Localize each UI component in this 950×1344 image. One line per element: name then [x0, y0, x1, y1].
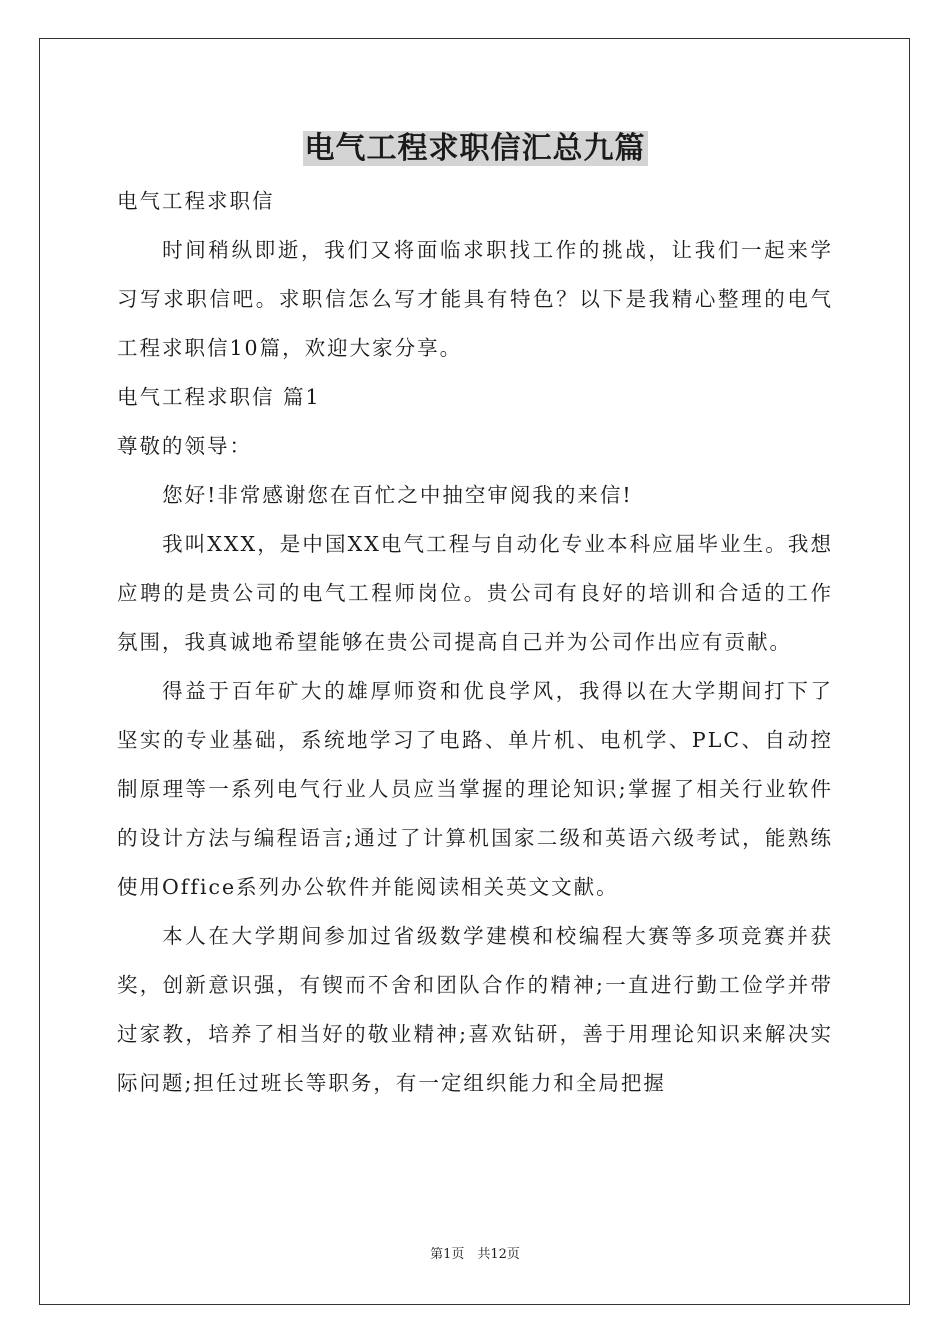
- document-body: [117, 177, 833, 1108]
- document-title-text: 电气工程求职信汇总九篇: [304, 131, 646, 166]
- intro-paragraph: 时间稍纵即逝，我们又将面临求职找工作的挑战，让我们一起来学习写求职信吧。求职信怎么写才能具有特色？以下是我精心整理的电气工程求职信10篇，欢迎大家分享。: [117, 238, 833, 360]
- body-paragraph: 得益于百年矿大的雄厚师资和优良学风，我得以在大学期间打下了坚实的专业基础，系统地学习了电路、单片机、电机学、PLC、自动控制原理等一系列电气行业人员应当掌握的理论知识;掌握了相关行业软件的设计方法与编程语言;通过了计算机国家二级和英语六级考试，能熟练使用Office系列办公软件并能阅读相关英文文献。: [117, 679, 833, 899]
- body-paragraph: 我叫XXX，是中国XX电气工程与自动化专业本科应届毕业生。我想应聘的是贵公司的电气工程师岗位。贵公司有良好的培训和合适的工作氛围，我真诚地希望能够在贵公司提高自己并为公司作出应有贡献。: [117, 532, 833, 654]
- section-heading: 电气工程求职信: [117, 189, 275, 213]
- letter-heading: 电气工程求职信 篇1: [117, 385, 321, 409]
- page-footer: 第1页 共12页: [430, 1247, 520, 1262]
- document-title: [0, 128, 950, 170]
- salutation: 尊敬的领导：: [117, 434, 252, 458]
- body-paragraph: 本人在大学期间参加过省级数学建模和校编程大赛等多项竞赛并获奖，创新意识强，有锲而不舍和团队合作的精神;一直进行勤工俭学并带过家教，培养了相当好的敬业精神;喜欢钻研，善于用理论知识来解决实际问题;担任过班长等职务，有一定组织能力和全局把握: [117, 924, 833, 1095]
- greeting-paragraph: 您好!非常感谢您在百忙之中抽空审阅我的来信!: [162, 483, 633, 507]
